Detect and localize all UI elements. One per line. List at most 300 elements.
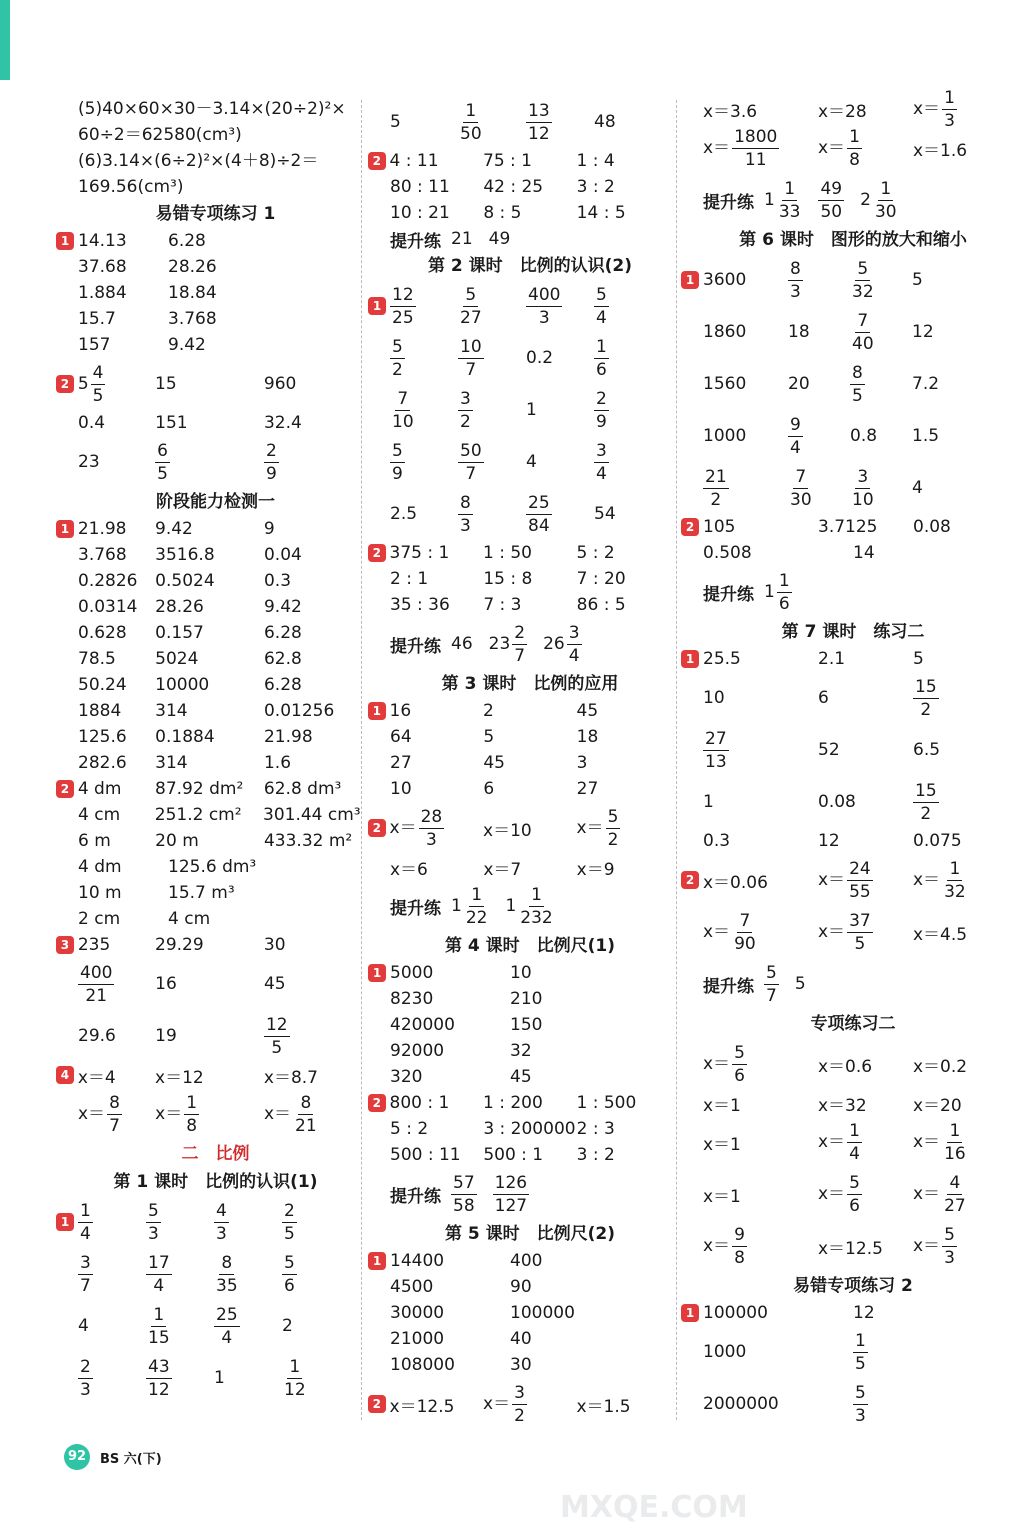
answer-cell: 23 [78,452,100,472]
fraction: $\frac{3}{4}$ [568,622,580,666]
answer-row [372,1378,670,1430]
answer-cell: x＝1.6 [913,140,968,161]
fraction: $\frac{1}{15}$ [148,1304,170,1348]
section-heading: 第 1 课时 比例的认识(1) [113,1172,318,1192]
answer-row [78,254,353,280]
answer-row [390,776,670,802]
answer-cell [146,1200,214,1245]
answer-row [78,880,353,906]
answer-cell [458,440,526,485]
answer-cell: 108000 [390,1355,455,1375]
answer-cell: 320 [390,1067,423,1087]
answer-cell: x＝ $\frac{1}{32}$ [913,858,966,902]
answer-row [372,1248,670,1274]
answer-cell: 9 [263,519,275,539]
answer-cell: 48 [594,112,616,132]
answer-row [390,986,670,1012]
answer-row [78,958,353,1010]
answer-row [703,540,1003,566]
answer-cell: 5 [483,727,495,747]
answer-cell: 3.768 [78,545,127,565]
question-number-badge: 2 [368,819,386,837]
answer-cell: 3 : 2 [576,177,615,197]
answer-cell: 2 [483,701,494,721]
answer-cell [458,388,526,433]
answer-cell: x＝1.5 [576,1396,631,1417]
answer-cell [853,1382,973,1427]
answer-cell: 29.6 [78,1026,116,1046]
answer-cell: 1 $\frac{1}{33}$ [764,178,801,222]
fraction: $\frac{1}{3}$ [944,87,955,131]
answer-cell: 2 : 1 [390,569,429,589]
answer-cell: x＝8.7 [263,1067,319,1088]
answer-row [390,1168,670,1220]
answer-cell: 19 [155,1026,177,1046]
answer-cell: x＝ $\frac{5}{6}$ [818,1172,860,1216]
answer-cell [214,1304,282,1349]
answer-cell [451,1172,477,1217]
answer-cell: 1560 [703,374,747,394]
fraction: $\frac{27}{13}$ [705,728,727,772]
answer-cell: 30000 [390,1303,445,1323]
answer-row [78,698,353,724]
answer-cell [788,414,850,459]
answer-row [390,724,670,750]
fraction: $\frac{1}{6}$ [778,570,790,614]
answer-cell [214,1252,282,1297]
answer-row [685,646,1003,672]
answer-cell: 3.7125 [818,517,878,537]
answer-cell: 5 [912,270,923,290]
section-heading: 阶段能力检测一 [156,492,275,512]
answer-cell: 15 [155,374,177,394]
answer-cell [458,492,526,537]
unit-title: 二 比例 [181,1144,250,1164]
answer-cell: x＝12.5 [389,1396,455,1417]
fraction: $\frac{4}{5}$ [92,362,104,406]
fraction: $\frac{37}{5}$ [849,910,871,954]
fraction: $\frac{10}{7}$ [460,336,482,380]
answer-row [78,1352,353,1404]
answer-cell: 1 $\frac{1}{232}$ [505,884,553,928]
answer-cell: 282.6 [78,753,127,773]
fraction: $\frac{3}{4}$ [596,440,607,484]
answer-cell [282,1200,350,1245]
answer-cell: x＝12.5 [818,1238,883,1259]
answer-row [60,1062,353,1088]
answer-cell: 5000 [390,963,434,983]
answer-row [703,566,1003,618]
section-heading: 第 4 课时 比例尺(1) [444,936,616,956]
answer-cell: 50.24 [78,675,127,695]
answer-row [703,724,1003,776]
question-number-badge: 2 [681,871,699,889]
answer-row [390,854,670,880]
answer-cell: 12 [912,322,934,342]
extension-label: 提升练 [703,192,754,213]
fraction: $\frac{4}{27}$ [944,1172,966,1216]
answer-cell: 1 [214,1368,225,1388]
answer-cell: 1 [703,792,714,812]
answer-row [390,1142,670,1168]
answer-row [703,906,1003,958]
answer-cell: 6 m [78,831,111,851]
answer-row [372,148,670,174]
answer-cell: 10 [390,779,412,799]
fraction: $\frac{49}{50}$ [820,178,843,222]
answer-cell: 5 [390,112,401,132]
answer-cell [458,100,526,145]
extension-label: 提升练 [390,636,441,657]
extension-label: 提升练 [703,584,754,605]
answer-cell: 46 [451,634,473,654]
answer-cell: x＝ $\frac{1}{4}$ [818,1120,860,1164]
question-number-badge: 1 [56,232,74,250]
answer-cell [78,1252,146,1297]
answer-cell: 9.42 [168,335,206,355]
answer-cell: 0.2 [526,348,554,368]
answer-row [390,488,670,540]
answer-row [390,1116,670,1142]
answer-cell [594,284,662,329]
fraction: $\frac{25}{4}$ [216,1304,238,1348]
fraction: $\frac{1}{16}$ [944,1120,966,1164]
answer-cell: 157 [78,335,111,355]
fraction: $\frac{50}{7}$ [460,440,482,484]
answer-cell [526,100,594,145]
fraction: $\frac{5}{27}$ [460,284,482,328]
fraction: $\frac{6}{5}$ [157,440,168,484]
answer-cell: 2 cm [78,909,121,929]
answer-cell: 35 : 36 [390,595,450,615]
answer-cell: x＝32 [818,1095,867,1116]
fraction: $\frac{1}{8}$ [186,1092,198,1136]
question-number-badge: 1 [368,702,386,720]
answer-cell: x＝12 [155,1067,204,1088]
answer-cell: 0.0314 [78,597,138,617]
fraction: $\frac{5}{3}$ [148,1200,159,1244]
answer-cell: 20 [788,374,810,394]
answer-row [685,1300,1003,1326]
answer-row [390,880,670,932]
answer-cell: 5 $\frac{4}{5}$ [77,362,104,406]
answer-cell: 9.42 [155,519,193,539]
question-number-badge: 1 [681,1304,699,1322]
fraction: $\frac{28}{3}$ [420,806,443,850]
question-number-badge: 1 [368,297,386,315]
answer-cell [214,1200,282,1245]
answer-row [60,358,353,410]
question-number-badge: 2 [368,152,386,170]
question-number-badge: 2 [368,1094,386,1112]
answer-cell: 1000 [703,1342,747,1362]
fraction: $\frac{3}{2}$ [460,388,471,432]
answer-cell: 62.8 dm³ [263,779,342,799]
answer-cell: 1 : 500 [576,1093,637,1113]
answer-cell: 2 [282,1316,293,1336]
answer-cell: 86 : 5 [576,595,626,615]
answer-cell: 6 [483,779,495,799]
answer-cell: 42 : 25 [483,177,544,197]
question-number-badge: 2 [368,1395,386,1413]
answer-row [390,592,670,618]
answer-row [703,87,1003,131]
fraction: $\frac{8}{3}$ [460,492,471,536]
fraction: $\frac{1}{6}$ [596,336,607,380]
answer-cell [146,1252,214,1297]
answer-cell: 10 : 21 [390,203,450,223]
answer-cell: 5 [913,649,924,669]
answer-cell: 1.884 [78,283,127,303]
answer-row [78,750,353,776]
fraction: $\frac{7}{10}$ [392,388,414,432]
fraction: $\frac{7}{30}$ [790,466,812,510]
answer-cell: 0.5024 [155,571,215,591]
answer-cell: 25.5 [703,649,741,669]
answer-cell: 0.157 [155,623,204,643]
answer-cell: 45 [510,1067,532,1087]
answer-cell: x＝ $\frac{5}{6}$ [703,1042,745,1086]
answer-cell: 10000 [155,675,210,695]
answer-cell: 21.98 [263,727,313,747]
extension-label: 提升练 [390,898,441,919]
question-number-badge: 1 [56,1213,74,1231]
answer-row [78,306,353,332]
answer-text: (5)40×60×30－3.14×(20÷2)²× [78,99,346,119]
answer-cell [390,388,458,433]
answer-row [703,1378,1003,1430]
answer-cell: 14 [853,543,875,563]
answer-cell: x＝ $\frac{3}{2}$ [483,1382,525,1426]
answer-cell: 15.7 m³ [168,883,235,903]
answer-cell: 0.4 [78,413,106,433]
answer-row [703,462,1003,514]
answer-cell: x＝0.6 [818,1056,873,1077]
answer-cell [703,466,788,511]
answer-cell [913,676,1003,721]
answer-cell [703,728,818,773]
answer-row [78,828,353,854]
answer-row [390,1012,670,1038]
question-number-badge: 1 [681,271,699,289]
answer-cell: 1 : 50 [483,543,532,563]
answer-cell: 8230 [390,989,434,1009]
answer-row [78,802,361,828]
section-heading: 第 7 课时 练习二 [781,622,925,642]
answer-cell: 4 [912,478,923,498]
answer-cell: 45 [263,974,286,994]
answer-cell: 500 : 1 [483,1145,544,1165]
fraction: $\frac{2}{9}$ [596,388,607,432]
answer-row [78,672,353,698]
answer-cell: 23 $\frac{2}{7}$ [488,622,526,666]
fraction: $\frac{5}{6}$ [734,1042,745,1086]
answer-row [703,1326,1003,1378]
answer-row [703,358,1003,410]
answer-cell: 1884 [78,701,122,721]
fraction: $\frac{1}{12}$ [284,1356,306,1400]
answer-cell: 1.5 [912,426,940,446]
answer-cell: 1 $\frac{1}{6}$ [764,570,790,614]
answer-cell [78,962,155,1007]
fraction: $\frac{43}{12}$ [148,1356,170,1400]
fraction: $\frac{8}{3}$ [790,258,801,302]
answer-cell: 0.08 [913,517,951,537]
answer-cell: 3516.8 [155,545,215,565]
answer-row [390,566,670,592]
fraction: $\frac{5}{2}$ [392,336,403,380]
answer-cell: x＝4 [77,1067,116,1088]
answer-cell: 92000 [390,1041,445,1061]
section-heading: 专项练习二 [810,1014,896,1034]
answer-cell: 6 [818,688,829,708]
answer-cell [390,440,458,485]
fraction: $\frac{13}{12}$ [528,100,550,144]
answer-row [372,1090,670,1116]
answer-cell: 21.98 [77,519,127,539]
answer-cell: x＝ $\frac{5}{2}$ [576,806,619,850]
answer-row [390,1352,670,1378]
answer-row [685,514,1003,540]
question-number-badge: 2 [56,780,74,798]
fraction: $\frac{12}{25}$ [392,284,414,328]
answer-cell: 16 [155,974,177,994]
fraction: $\frac{8}{5}$ [852,362,863,406]
answer-cell: 400 [510,1251,543,1271]
answer-cell: 105 [703,517,736,537]
answer-cell: x＝ $\frac{1}{8}$ [818,126,860,170]
answer-row [685,254,1003,306]
answer-cell: 375 : 1 [389,543,450,563]
answer-cell: 4 dm [78,857,122,877]
fraction: $\frac{1}{232}$ [520,884,553,928]
answer-cell: 3 [576,753,588,773]
answer-cell [788,466,850,511]
answer-row [78,332,353,358]
answer-row [78,1300,353,1352]
answer-cell: 8 : 5 [483,203,522,223]
answer-cell: 100000 [510,1303,575,1323]
answer-cell [282,1356,350,1401]
question-number-badge: 1 [681,650,699,668]
fraction: $\frac{2}{5}$ [284,1200,295,1244]
answer-cell: 0.3 [703,831,731,851]
edge-tab [0,0,10,80]
answer-cell: 4500 [390,1277,434,1297]
answer-row [78,436,353,488]
answer-cell: 125.6 [78,727,127,747]
answer-cell: 150 [510,1015,543,1035]
answer-cell: 4 [526,452,537,472]
answer-cell: 18 [788,322,810,342]
answer-cell: 78.5 [78,649,116,669]
answer-row [390,1274,670,1300]
answer-cell: x＝0.06 [703,872,768,893]
answer-row [703,174,1003,226]
answer-cell [264,440,353,485]
answer-cell: 6.5 [913,740,941,760]
answer-text: (6)3.14×(6÷2)²×(4＋8)÷2＝ [78,151,319,171]
page-number: 92 [64,1444,90,1470]
answer-cell: 20 m [155,831,199,851]
fraction: $\frac{5}{3}$ [944,1224,955,1268]
answer-cell: x＝3.6 [703,101,758,122]
answer-cell: 29.29 [155,935,204,955]
answer-cell: 0.2826 [78,571,138,591]
answer-cell: 100000 [703,1303,768,1323]
fraction: $\frac{5}{9}$ [392,440,403,484]
answer-cell: 12 [853,1303,875,1323]
answer-cell: 210 [510,989,543,1009]
fraction: $\frac{4}{3}$ [216,1200,227,1244]
answer-cell: x＝ $\frac{24}{55}$ [818,858,871,902]
answer-row [390,226,670,252]
answer-cell: 26 $\frac{3}{4}$ [543,622,580,666]
answer-cell [764,962,779,1007]
answer-cell: 4 : 11 [389,151,439,171]
section-heading: 第 5 课时 比例尺(2) [444,1224,616,1244]
fraction: $\frac{5}{7}$ [766,962,777,1006]
answer-cell [850,466,912,511]
fraction: $\frac{1}{4}$ [849,1120,860,1164]
answer-row [78,542,353,568]
answer-cell: 1.6 [263,753,292,773]
extension-label: 提升练 [390,1186,441,1207]
answer-row [703,958,1003,1010]
answer-cell: 800 : 1 [389,1093,450,1113]
answer-cell: x＝ $\frac{1}{8}$ [155,1092,198,1136]
fraction: $\frac{1}{5}$ [855,1330,866,1374]
answer-cell: 151 [155,413,188,433]
answer-cell: 0.1884 [155,727,215,747]
answer-row [390,750,670,776]
answer-cell: 1 [526,400,537,420]
answer-cell: 45 [576,701,599,721]
answer-cell: 4 [78,1316,89,1336]
answer-row [60,776,353,802]
answer-cell: x＝ $\frac{8}{7}$ [78,1092,120,1136]
answer-cell: 45 [483,753,505,773]
answer-cell [526,492,594,537]
fraction: $\frac{15}{2}$ [915,676,937,720]
answer-cell: 64 [390,727,412,747]
answer-cell: 75 : 1 [483,151,532,171]
answer-row [78,906,353,932]
answer-row [703,776,1003,828]
answer-row [78,854,353,880]
answer-cell: 7 : 3 [483,595,522,615]
fraction: $\frac{1}{30}$ [874,178,897,222]
answer-cell: 1 $\frac{1}{22}$ [451,884,488,928]
column-divider [676,100,677,1420]
answer-cell [155,440,264,485]
answer-cell: 40 [510,1329,532,1349]
answer-cell [282,1252,350,1297]
question-number-badge: 1 [368,964,386,982]
fraction: $\frac{3}{10}$ [852,466,874,510]
answer-cell: x＝ $\frac{5}{3}$ [913,1224,955,1268]
answer-cell: 32 [510,1041,532,1061]
fraction: $\frac{8}{7}$ [109,1092,120,1136]
answer-cell: 4 cm [168,909,211,929]
answer-cell: 18.84 [168,283,217,303]
answer-cell: 0.075 [913,831,962,851]
answer-cell [390,284,458,329]
section-heading: 第 6 课时 图形的放大和缩小 [739,230,967,250]
answer-cell: 87.92 dm² [155,779,244,799]
fraction: $\frac{25}{84}$ [528,492,550,536]
answer-cell: x＝ $\frac{8}{21}$ [263,1092,317,1136]
